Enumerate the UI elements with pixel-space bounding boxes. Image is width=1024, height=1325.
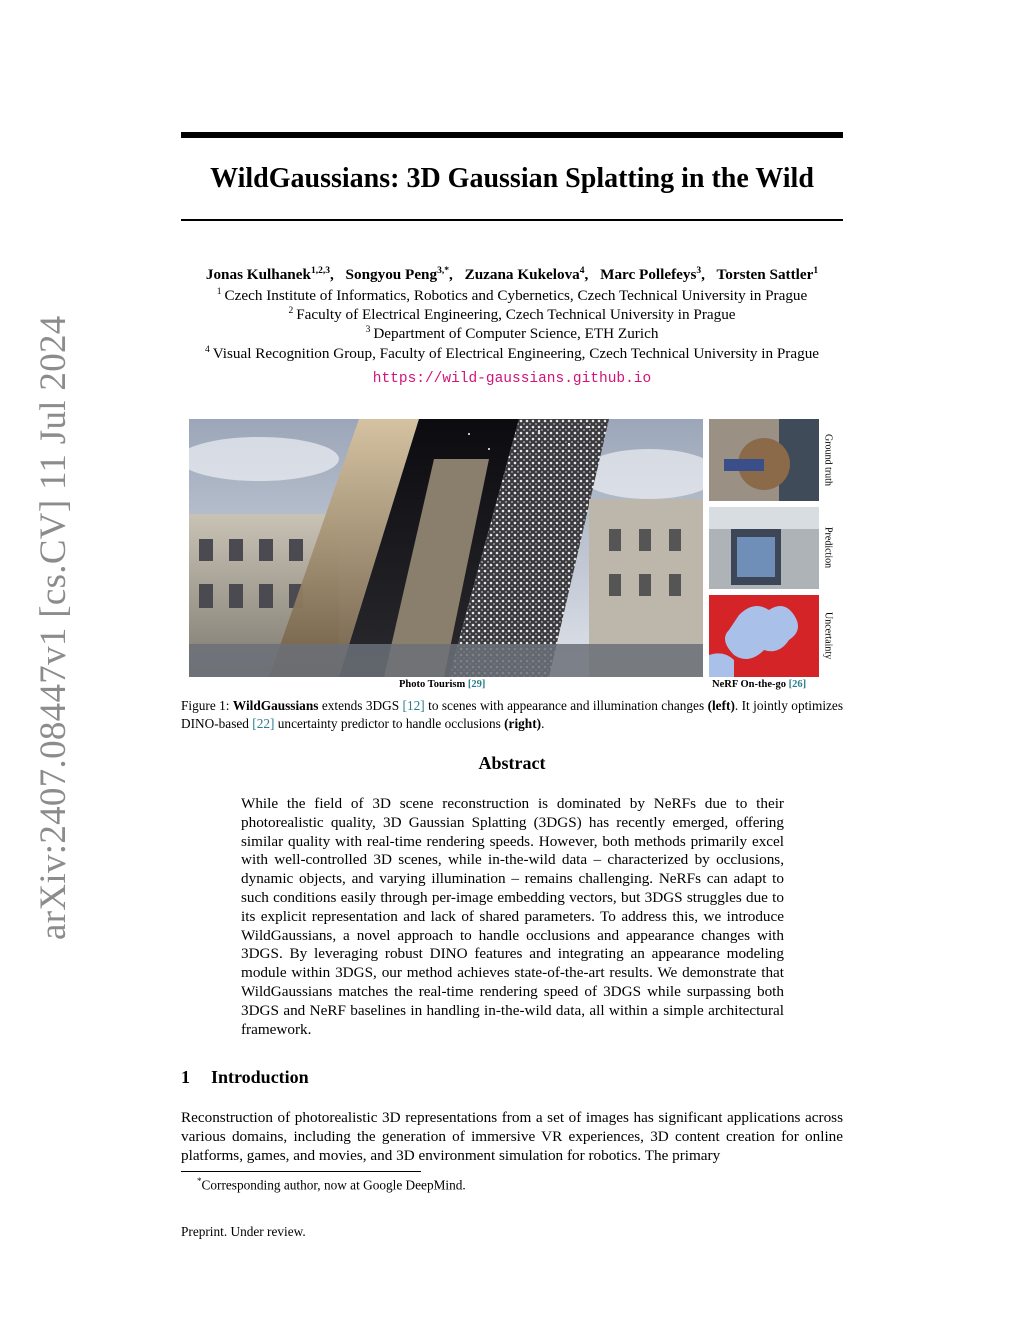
section-heading <box>181 1067 309 1088</box>
affiliation-number: 2 <box>288 306 294 316</box>
subcaption-nerf-on-the-go <box>712 679 806 690</box>
affiliation-text: Visual Recognition Group, Faculty of Electrical Engineering, Czech Technical University in Prague <box>212 345 820 363</box>
citation-link[interactable]: [29] <box>467 679 486 690</box>
abstract-body: While the field of 3D scene reconstruction is dominated by NeRFs due to their photorealistic quality, 3D Gaussian Splatting (3DGS) has recently emerged, offering similar quality with real-time rendering speeds. However, both methods primarily excel with well-controlled 3D scenes, while in-the-wild data – characterized by occlusions, dynamic objects, and varying illumination – remains challenging. NeRFs can adapt to such conditions easily through per-image embedding vectors, but 3DGS struggles due to its explicit representation and lack of shared parameters. To address this, we introduce WildGaussians, a novel approach to handle occlusions and appearance changes with 3DGS. By leveraging robust DINO features and integrating an appearance modeling module within 3DGS, our method achieves state-of-the-art results. We demonstrate that WildGaussians matches the real-time rendering speed of 3DGS while surpassing both 3DGS and NeRF baselines in handling in-the-wild data, all within a simple architectural framework. <box>241 795 784 1038</box>
footnote-text: Corresponding author, now at Google DeepMind. <box>201 1177 466 1193</box>
caption-text: . <box>541 716 545 731</box>
title-top-rule <box>181 132 843 138</box>
citation-link[interactable]: [26] <box>788 679 807 690</box>
figure-label: Figure 1: <box>181 698 230 713</box>
ground-truth-illustration <box>709 419 819 501</box>
author-affil-mark: 1,2,3 <box>310 266 330 276</box>
affiliation-text: Czech Institute of Informatics, Robotics and Cybernetics, Czech Technical University in Prague <box>224 287 808 305</box>
subcaption-text: NeRF On-the-go <box>712 679 786 690</box>
caption-emphasis: (left) <box>707 698 735 713</box>
abstract-heading: Abstract <box>478 753 546 773</box>
caption-text: uncertainty predictor to handle occlusions <box>277 716 501 731</box>
author-name: Marc Pollefeys <box>600 266 697 284</box>
intro-paragraph: Reconstruction of photorealistic 3D representations from a set of images has significant applications across various domains, including the generation of immersive VR experiences, 3D content creation for online platforms, games, and movies, and 3D environment simulation for robotics. The primary <box>181 1109 843 1164</box>
side-label-prediction: Prediction <box>822 527 834 569</box>
subcaption-photo-tourism <box>399 679 485 690</box>
paper-title: WildGaussians: 3D Gaussian Splatting in the Wild <box>210 163 814 194</box>
citation-link[interactable]: [12] <box>402 698 425 713</box>
author-affil-mark: 1 <box>813 266 819 276</box>
caption-text: extends 3DGS <box>321 698 400 713</box>
author-name: Zuzana Kukelova <box>464 266 580 284</box>
citation-link[interactable]: [22] <box>252 716 275 731</box>
author-affil-mark: 3 <box>696 266 702 276</box>
affiliation-number: 3 <box>365 325 371 335</box>
affiliation-number: 4 <box>204 345 210 355</box>
affiliation <box>0 287 1024 305</box>
prediction-image <box>709 507 819 589</box>
ground-truth-image <box>709 419 819 501</box>
title-bottom-rule <box>181 219 843 221</box>
author-affil-mark: 3,* <box>437 266 449 276</box>
prediction-illustration <box>709 507 819 589</box>
figure-caption <box>181 697 843 733</box>
arxiv-stamp: arXiv:2407.08447v1 [cs.CV] 11 Jul 2024 <box>33 315 74 940</box>
footnote <box>197 1176 466 1193</box>
caption-text: . It jointly optimizes DINO-based <box>181 698 843 731</box>
caption-emphasis: (right) <box>504 716 542 731</box>
author-name: Songyou Peng <box>345 266 438 284</box>
trevi-fountain-illustration <box>189 419 703 677</box>
author-name: Torsten Sattler <box>716 266 814 284</box>
footnote-mark: * <box>197 1176 202 1186</box>
side-label-uncertainty: Uncertainty <box>822 612 834 660</box>
footnote-rule <box>181 1171 421 1172</box>
subcaption-text: Photo Tourism <box>399 679 466 690</box>
affiliation-text: Department of Computer Science, ETH Zurich <box>373 325 659 343</box>
project-url-link[interactable]: https://wild-gaussians.github.io <box>372 371 652 387</box>
method-name: WildGaussians <box>232 698 319 713</box>
section-title: Introduction <box>211 1067 309 1087</box>
caption-text: to scenes with appearance and illumination changes <box>428 698 705 713</box>
section-number: 1 <box>181 1067 190 1087</box>
uncertainty-map <box>709 595 819 677</box>
affiliation <box>0 306 1024 324</box>
side-label-ground-truth: Ground truth <box>822 434 834 486</box>
trevi-fountain-image <box>189 419 703 677</box>
author-name: Jonas Kulhanek <box>205 266 311 284</box>
affiliation-text: Faculty of Electrical Engineering, Czech Technical University in Prague <box>296 306 736 324</box>
affiliation-number: 1 <box>216 287 222 297</box>
affiliation <box>0 345 1024 363</box>
author-affil-mark: 4 <box>579 266 585 276</box>
affiliation <box>0 325 1024 343</box>
author-list: Jonas Kulhanek$^{1,2,3}$, Songyou Peng$^{3,*}$, Zuzana Kukelova$^4$, Marc Pollefeys$^3$, Torsten Sattler$^1$ <box>205 266 819 284</box>
uncertainty-image <box>709 595 819 677</box>
preprint-notice: Preprint. Under review. <box>181 1224 306 1239</box>
